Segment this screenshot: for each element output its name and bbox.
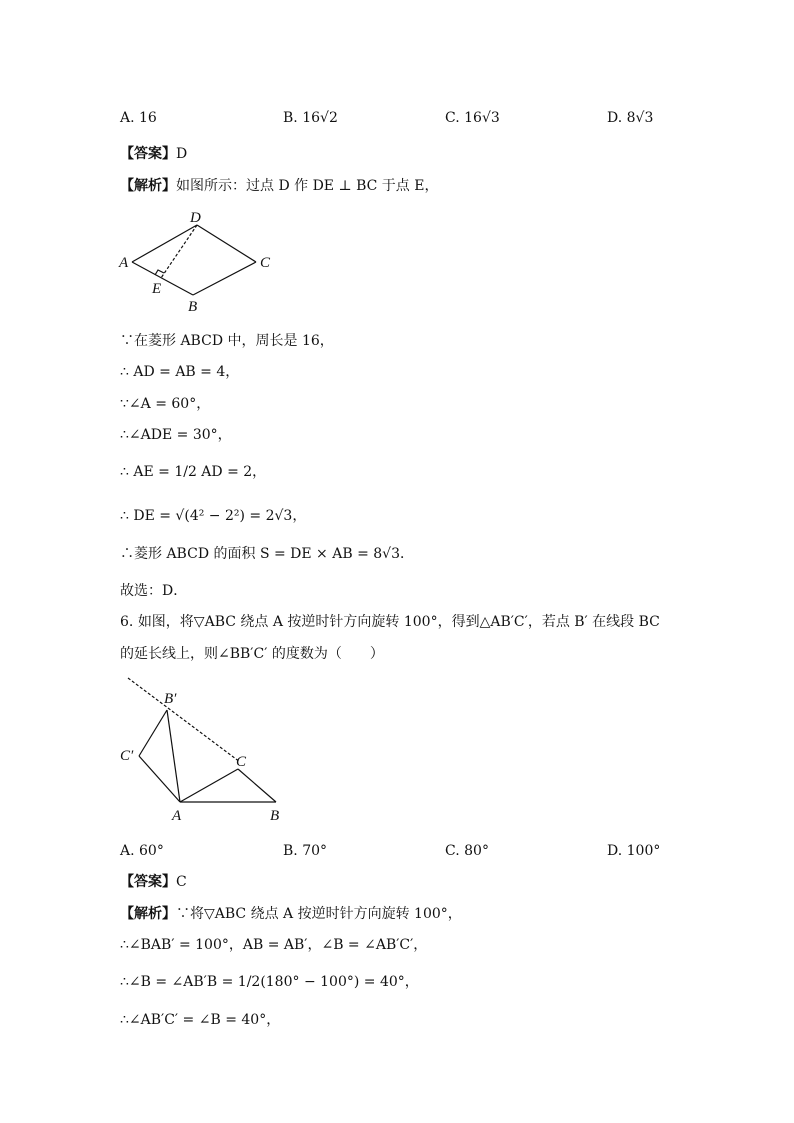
q5-answer: D: [176, 146, 188, 162]
q6-step-2: ∴∠BAB′ = 100°，AB = AB′，∠B = ∠AB′C′，: [120, 937, 428, 953]
q6-stem-line-1: [120, 612, 660, 632]
label-d: D: [190, 210, 201, 226]
rotation-figure: [110, 670, 310, 830]
segment-bc: [238, 769, 276, 802]
q6-option-d-value: 100°: [626, 843, 661, 859]
q6-option-a-value: 60°: [139, 843, 164, 859]
extension-dashed-line: [128, 678, 240, 762]
right-angle-mark: [155, 270, 164, 275]
label-a: A: [172, 808, 182, 824]
side-ab: [132, 262, 193, 295]
q5-option-a-value: 16: [139, 110, 157, 126]
q6-step-1: ∵将▽ABC 绕点 A 按逆时针方向旋转 100°，: [176, 906, 462, 922]
label-b-prime: B′: [164, 691, 177, 707]
q5-option-b-letter: B.: [283, 110, 298, 126]
q5-option-a-letter: A.: [120, 110, 135, 126]
label-b: B: [270, 808, 280, 824]
q6-step-3: ∴∠B = ∠AB′B = 1/2(180° − 100°) = 40°，: [120, 974, 419, 990]
q5-option-d-letter: D.: [607, 110, 623, 126]
segment-de-dashed: [161, 225, 197, 278]
segment-b-prime-c-prime: [139, 710, 167, 756]
side-da: [132, 225, 197, 262]
q5-option-d: [607, 108, 653, 128]
q5-step-6: ∴ DE = √(4² − 2²) = 2√3，: [120, 508, 307, 524]
segment-a-c-prime: [139, 756, 180, 802]
q5-analysis-intro: 如图所示：过点 D 作 DE ⊥ BC 于点 E，: [176, 178, 439, 194]
q5-option-d-value: 8√3: [626, 110, 654, 126]
q5-option-a: [120, 108, 157, 128]
q6-option-b-letter: B.: [283, 843, 298, 859]
rhombus-figure: [110, 205, 285, 320]
label-e: E: [152, 281, 162, 297]
q6-number: 6.: [120, 614, 134, 630]
label-c: C: [260, 255, 271, 271]
label-b: B: [188, 299, 198, 315]
q6-stem-line-2: 的延长线上，则∠BB′C′ 的度数为（ ）: [120, 646, 384, 662]
q5-step-4: ∴∠ADE = 30°，: [120, 427, 232, 443]
label-a: A: [119, 255, 129, 271]
q6-option-d: [607, 841, 660, 861]
q6-option-d-letter: D.: [607, 843, 623, 859]
q6-stem-text-1: 如图，将▽ABC 绕点 A 按逆时针方向旋转 100°，得到△AB′C′，若点 B′ 在线段 BC: [137, 614, 660, 630]
q6-analysis-line: [120, 904, 462, 924]
side-cd: [197, 225, 256, 262]
label-c-prime: C′: [120, 748, 134, 764]
side-bc: [193, 262, 256, 295]
q6-option-a-letter: A.: [120, 843, 135, 859]
q6-option-c-value: 80°: [464, 843, 489, 859]
segment-ab-prime: [167, 710, 180, 802]
q5-analysis-tag: 【解析】: [120, 178, 176, 194]
q5-option-b-value: 16√2: [302, 110, 338, 126]
q5-analysis-line: [120, 176, 438, 196]
q6-option-a: [120, 841, 164, 861]
label-c: C: [236, 754, 247, 770]
q5-answer-tag: 【答案】: [120, 146, 176, 162]
q6-answer: C: [176, 874, 187, 890]
q6-answer-line: [120, 872, 187, 892]
q6-answer-tag: 【答案】: [120, 874, 176, 890]
q6-step-4: ∴∠AB′C′ = ∠B = 40°，: [120, 1012, 281, 1028]
q5-step-1: ∵在菱形 ABCD 中，周长是 16，: [120, 333, 334, 349]
q5-conclusion: 故选：D．: [120, 583, 188, 599]
q6-analysis-tag: 【解析】: [120, 906, 176, 922]
q5-option-c-value: 16√3: [464, 110, 500, 126]
q5-step-3: ∵∠A = 60°，: [120, 396, 211, 412]
q5-answer-line: [120, 144, 187, 164]
q5-step-7: ∴菱形 ABCD 的面积 S = DE × AB = 8√3．: [120, 546, 415, 562]
q6-option-b-value: 70°: [302, 843, 328, 859]
q6-option-b: [283, 841, 327, 861]
q6-option-c-letter: C.: [445, 843, 460, 859]
q5-step-2: ∴ AD = AB = 4，: [120, 364, 240, 380]
q5-option-c: [445, 108, 500, 128]
segment-ac: [180, 769, 238, 802]
q5-option-b: [283, 108, 338, 128]
q5-step-5: ∴ AE = 1/2 AD = 2，: [120, 464, 267, 480]
q5-option-c-letter: C.: [445, 110, 460, 126]
q6-option-c: [445, 841, 489, 861]
